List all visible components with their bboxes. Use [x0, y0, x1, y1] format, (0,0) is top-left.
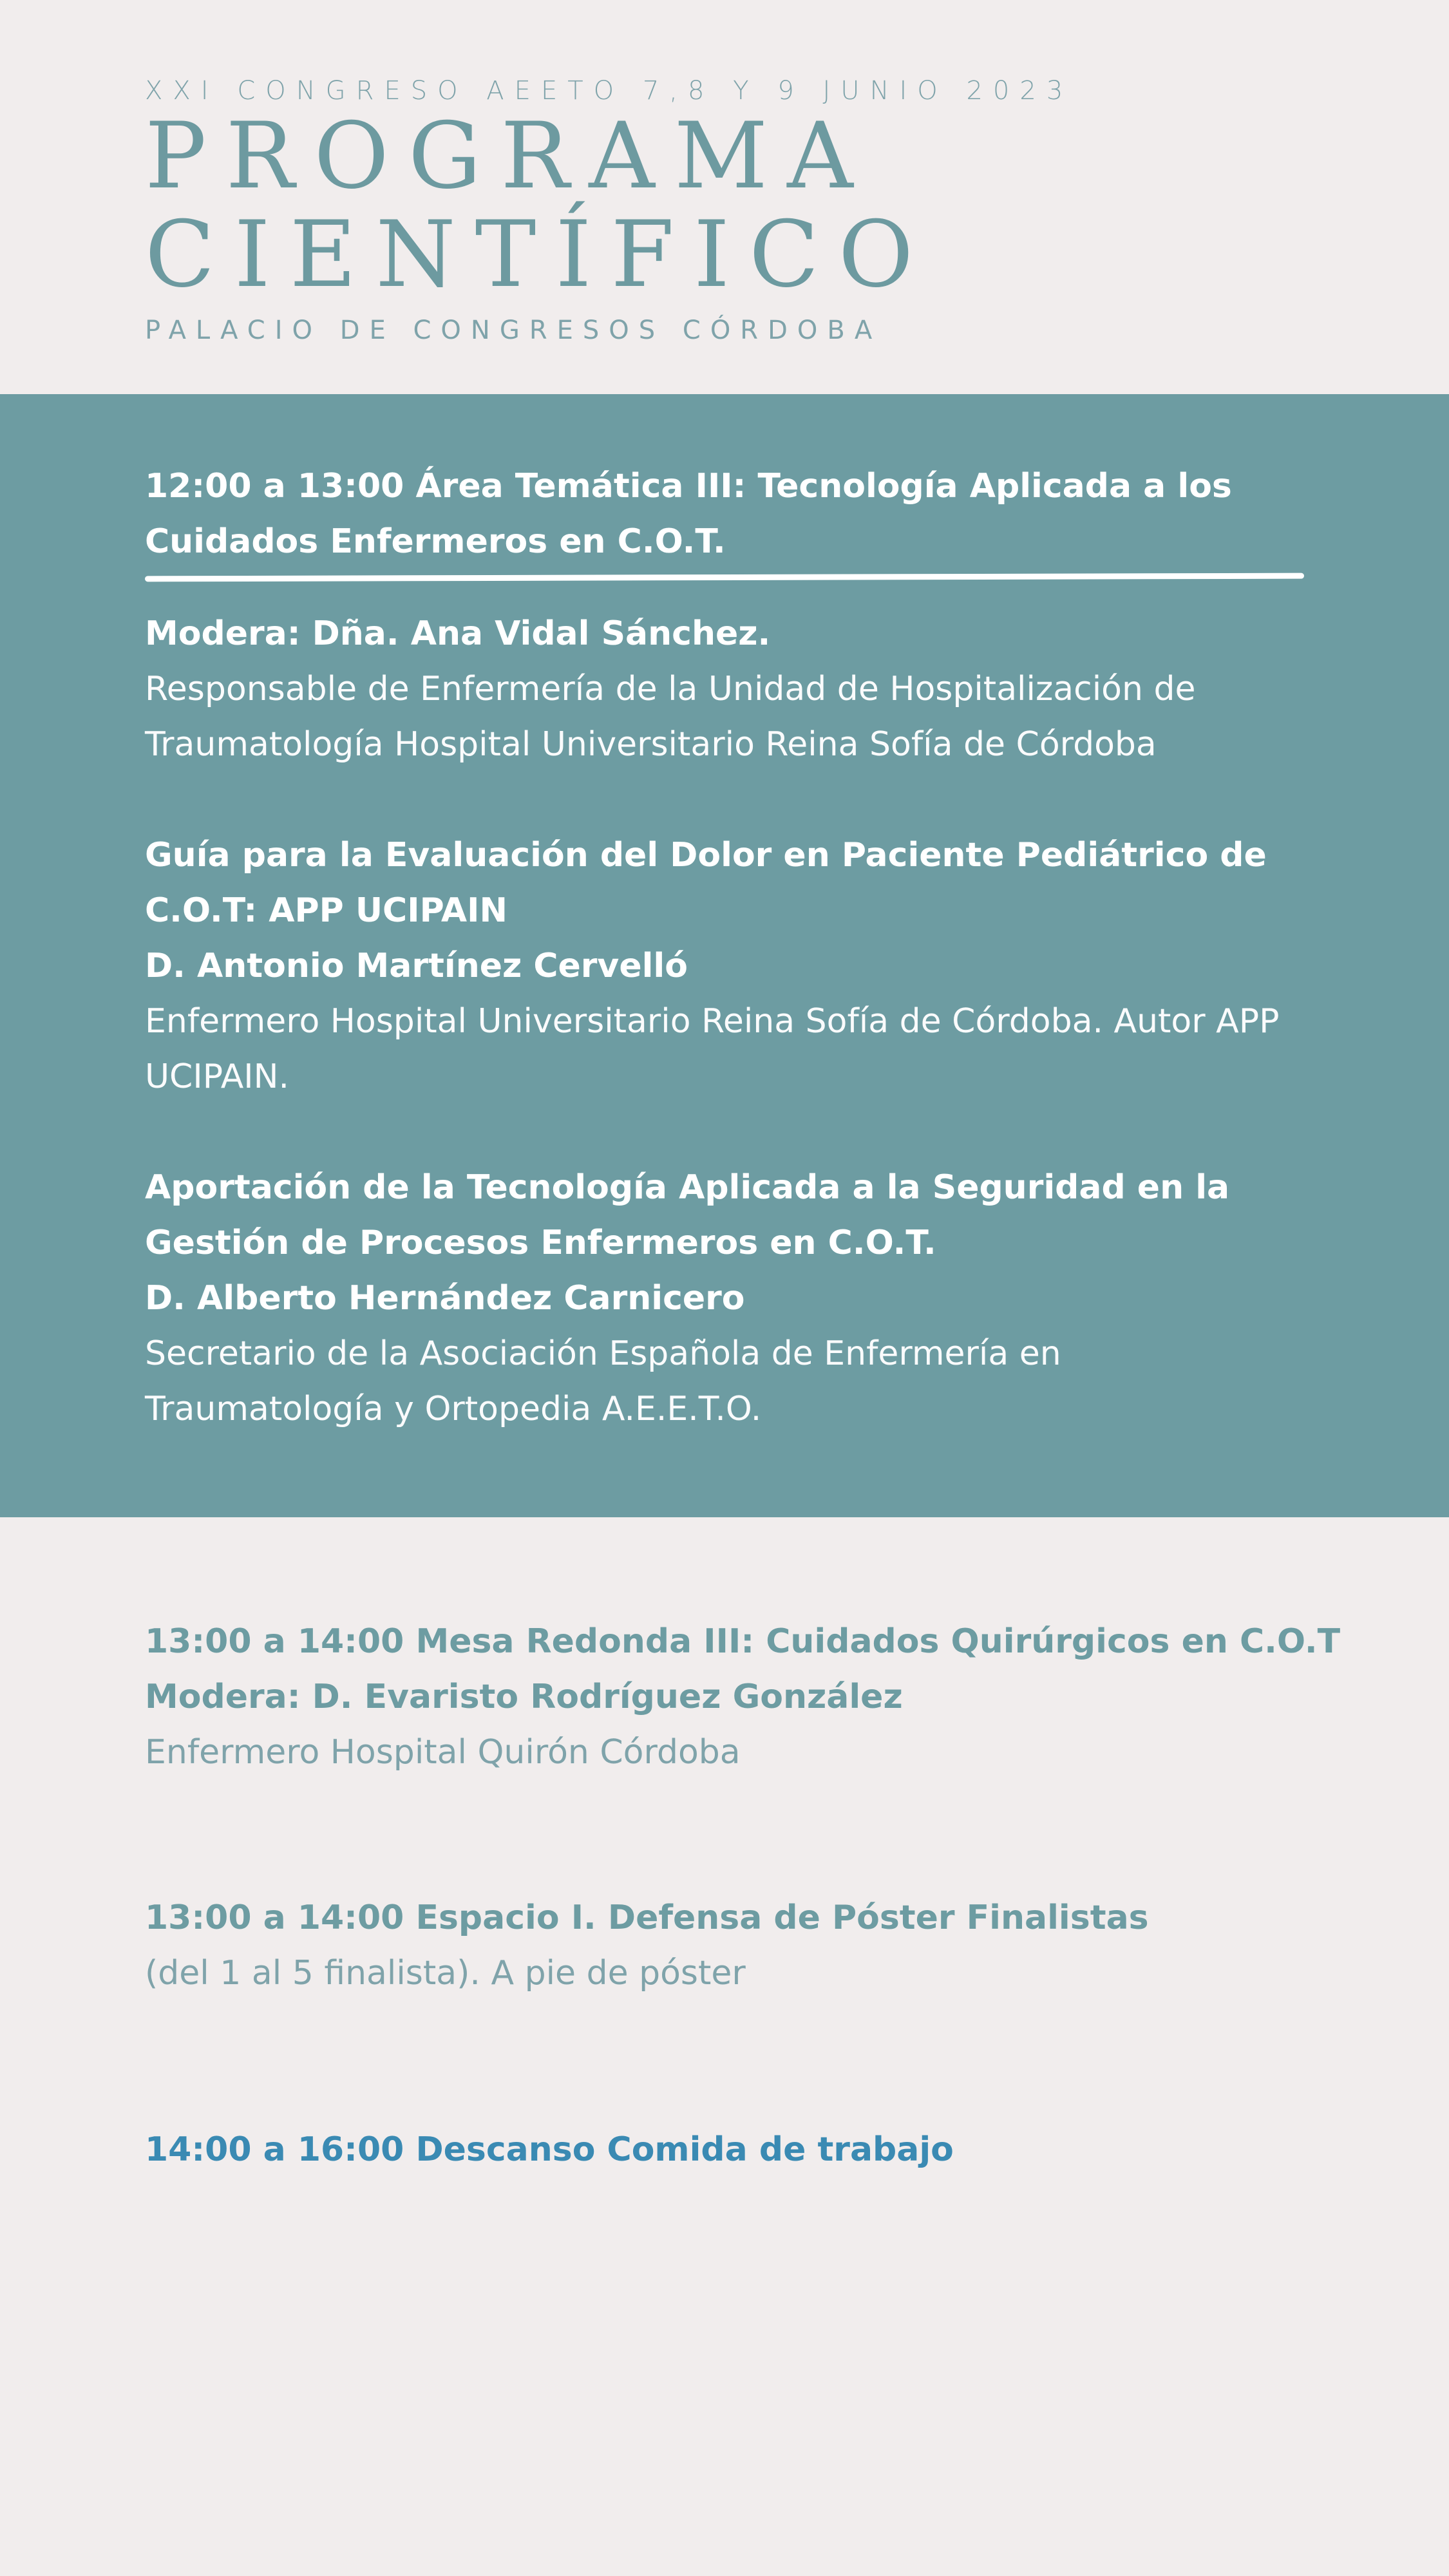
session-band — [0, 394, 1449, 1517]
talk-title-line-1: Aportación de la Tecnología Aplicada a la Seguridad en la — [145, 1168, 1230, 1207]
talk-speaker: D. Antonio Martínez Cervelló — [145, 947, 688, 985]
poster-block — [145, 1890, 1368, 2001]
session-title-line-2: Cuidados Enfermeros en C.O.T. — [145, 522, 726, 561]
moderator-role-line-2: Traumatología Hospital Universitario Reina Sofía de Córdoba — [145, 725, 1157, 764]
event-line: XXI CONGRESO AEETO 7,8 Y 9 JUNIO 2023 — [145, 76, 1074, 106]
talk-speaker: D. Alberto Hernández Carnicero — [145, 1279, 745, 1318]
roundtable-title: 13:00 a 14:00 Mesa Redonda III: Cuidados Quirúrgicos en C.O.T — [145, 1622, 1341, 1661]
moderator-name: Modera: Dña. Ana Vidal Sánchez. — [145, 614, 771, 653]
talk-title-line-2: Gestión de Procesos Enfermeros en C.O.T. — [145, 1224, 936, 1262]
break-block — [145, 2122, 1368, 2177]
page-title-line-2: CIENTÍFICO — [145, 202, 933, 308]
break-title: 14:00 a 16:00 Descanso Comida de trabajo — [145, 2130, 954, 2169]
talk-item — [145, 828, 1304, 1104]
poster-title: 13:00 a 14:00 Espacio I. Defensa de Póster Finalistas — [145, 1899, 1149, 1937]
talk-speaker-role-line-1: Enfermero Hospital Universitario Reina Sofía de Córdoba. Autor APP — [145, 1002, 1280, 1041]
talk-title-line-1: Guía para la Evaluación del Dolor en Paciente Pediátrico de — [145, 836, 1267, 875]
talk-speaker-role-line-2: UCIPAIN. — [145, 1057, 290, 1096]
roundtable-moderator: Modera: D. Evaristo Rodríguez González — [145, 1678, 903, 1716]
talk-item — [145, 1160, 1304, 1437]
session-title — [145, 459, 1304, 580]
moderator-role-line-1: Responsable de Enfermería de la Unidad de Hospitalización de — [145, 670, 1196, 708]
roundtable-moderator-role: Enfermero Hospital Quirón Córdoba — [145, 1733, 741, 1772]
session-title-line-1: 12:00 a 13:00 Área Temática III: Tecnología Aplicada a los — [145, 467, 1232, 506]
venue-line: PALACIO DE CONGRESOS CÓRDOBA — [145, 316, 882, 345]
talk-speaker-role-line-1: Secretario de la Asociación Española de Enfermería en — [145, 1334, 1061, 1373]
talk-title-line-2: C.O.T: APP UCIPAIN — [145, 891, 508, 930]
page-title-line-1: PROGRAMA — [145, 103, 873, 209]
talk-speaker-role-line-2: Traumatología y Ortopedia A.E.E.T.O. — [145, 1390, 762, 1428]
poster-detail: (del 1 al 5 finalista). A pie de póster — [145, 1954, 746, 1993]
session-content — [145, 459, 1304, 1437]
roundtable-block — [145, 1614, 1368, 1780]
